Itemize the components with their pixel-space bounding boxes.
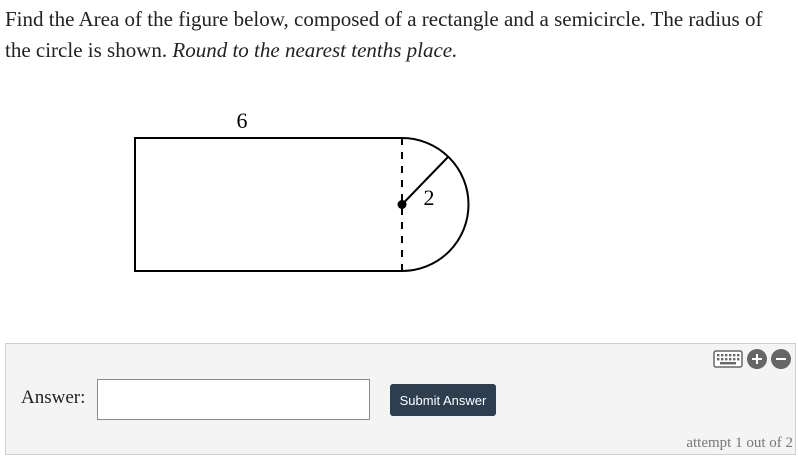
keyboard-icon[interactable] xyxy=(713,349,743,369)
rounding-instruction: Round to the nearest tenths place. xyxy=(172,38,458,62)
answer-tools xyxy=(713,349,791,369)
rect-width-label: 6 xyxy=(236,108,248,133)
radius-label: 2 xyxy=(423,185,435,210)
rectangle-shape xyxy=(135,138,402,271)
answer-input[interactable] xyxy=(97,379,370,420)
zoom-in-icon[interactable] xyxy=(747,349,767,369)
answer-panel xyxy=(5,343,796,455)
zoom-out-icon[interactable] xyxy=(771,349,791,369)
center-point xyxy=(398,200,407,209)
answer-label: Answer: xyxy=(21,387,86,408)
question-prompt: Find the Area of the figure below, composed of a rectangle and a semicircle. The radius of the circle is shown. xyxy=(5,7,763,62)
attempt-counter: attempt 1 out of 2 xyxy=(686,435,793,451)
submit-answer-button[interactable]: Submit Answer xyxy=(390,384,496,416)
semicircle-shape xyxy=(402,138,469,271)
